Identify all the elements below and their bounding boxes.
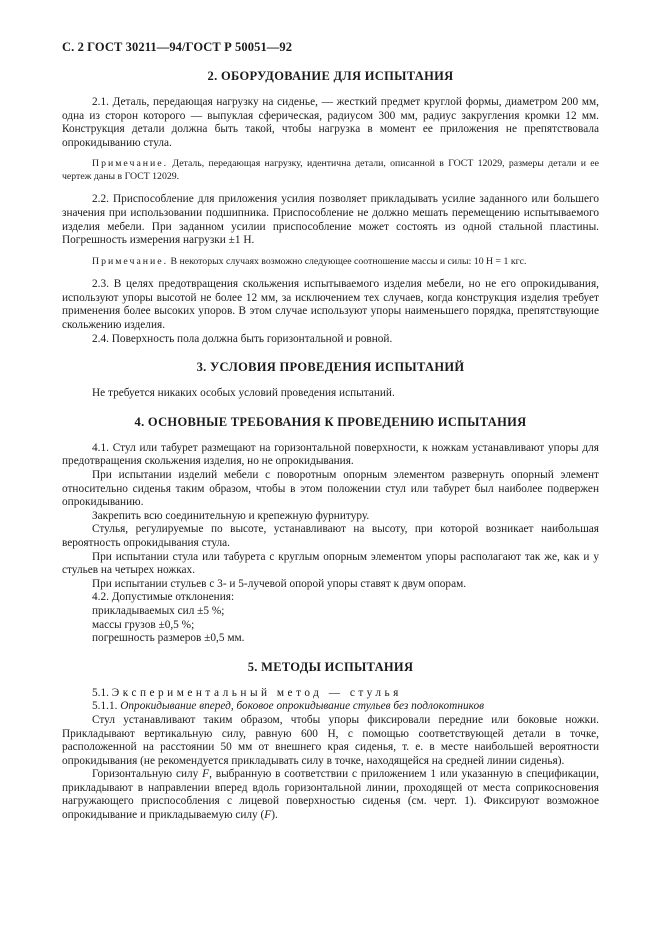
note-2-text: В некоторых случаях возможно следующее соотношение массы и силы: 10 Н = 1 кгс. [168, 255, 527, 267]
section-2 [62, 69, 599, 346]
paragraph-4-1: 4.1. Стул или табурет размещают на горизонтальной поверхности, к ножкам устанавливают упоры для предотвращения скольжения изделия, но не опрокидывания. [62, 441, 599, 468]
paragraph-5-1-1-heading: Опрокидывание вперед, боковое опрокидывание стульев без подлокотников [120, 700, 484, 713]
note-1-label: Примечание. [92, 158, 169, 170]
paragraph-5-1-1-b [62, 768, 599, 822]
force-symbol-1: F [202, 768, 210, 781]
note-1-text: Деталь, передающая нагрузку, идентична детали, описанной в ГОСТ 12029, размеры детали и ее чертеж даны в ГОСТ 12029. [62, 158, 599, 182]
paragraph-4-1-b: При испытании изделий мебели с поворотным опорным элементом развернуть опорный элемент относительно сиденья таким образом, чтобы в этом положении стул или табурет был наиболее подвержен опрокидыванию. [62, 469, 599, 509]
paragraph-5-1-heading: Экспериментальный метод — стулья [111, 686, 402, 699]
paragraph-4-1-d: Стулья, регулируемые по высоте, устанавливают на высоту, при которой возникает наибольшая вероятность опрокидывания стула. [62, 523, 599, 549]
section-4 [62, 415, 599, 646]
document-page [62, 40, 599, 837]
section-5 [62, 660, 599, 823]
p4-part-b: , выбранную в соответствии с приложением 1 или указанную в спецификации, прикладывают в направлении вперед вдоль горизонтальной линии, проходящей от места соприкосновения нагружающего приспособления с лицевой поверхностью сиденья (см. черт. 1). Фиксируют возможное опрокидывание и прикладываемую силу ( [62, 768, 599, 822]
paragraph-5-1 [62, 687, 599, 701]
section-2-title: 2. ОБОРУДОВАНИЕ ДЛЯ ИСПЫТАНИЯ [207, 69, 454, 83]
p4-part-c: ). [271, 809, 278, 822]
force-symbol-2: F [264, 809, 272, 822]
section-3 [62, 360, 599, 401]
tolerance-force: прикладываемых сил ±5 %; [92, 604, 225, 617]
paragraph-2-4: 2.4. Поверхность пола должна быть горизонтальной и ровной. [92, 332, 393, 345]
note-2-label: Примечание. [92, 255, 169, 267]
paragraph-5-1-1 [62, 700, 599, 714]
note-1 [62, 158, 599, 183]
paragraph-2-3: 2.3. В целях предотвращения скольжения испытываемого изделия мебели, но не его опрокидывания, используют упоры высотой не более 12 мм, за исключением тех случаев, когда конструкция изделия требует применения более высоких упоров. В этом случае используют упоры наименьшего порядка, препятствующие скольжению изделия. [62, 278, 599, 332]
p4-part-a: Горизонтальную силу [92, 768, 203, 781]
paragraph-3-1: Не требуется никаких особых условий проведения испытаний. [92, 387, 395, 400]
tolerance-size: погрешность размеров ±0,5 мм. [92, 632, 245, 645]
paragraph-5-1-number: 5.1. [92, 686, 112, 699]
paragraph-5-1-1-number: 5.1.1. [92, 700, 121, 713]
paragraph-4-2: 4.2. Допустимые отклонения: [92, 591, 235, 604]
paragraph-4-1-e: При испытании стула или табурета с круглым опорным элементом упоры располагают так же, как и у стульев на четырех ножках. [62, 550, 599, 577]
section-4-title: 4. ОСНОВНЫЕ ТРЕБОВАНИЯ К ПРОВЕДЕНИЮ ИСПЫТАНИЯ [134, 414, 527, 429]
paragraph-4-1-f: При испытании стульев с 3- и 5-лучевой опорой упоры ставят к двум опорам. [92, 577, 467, 590]
page-header: С. 2 ГОСТ 30211—94/ГОСТ Р 50051—92 [62, 40, 293, 54]
section-5-title: 5. МЕТОДЫ ИСПЫТАНИЯ [247, 659, 414, 674]
paragraph-2-2: 2.2. Приспособление для приложения усилия позволяет прикладывать усилие заданного или большего значения при использовании подшипника. Приспособление не должно мешать перемещению испытываемого изделия мебели. При заданном усилии приспособление может состоять из одной стальной пластины. Погрешность измерения нагрузки ±1 Н. [62, 193, 599, 247]
section-3-title: 3. УСЛОВИЯ ПРОВЕДЕНИЯ ИСПЫТАНИЙ [196, 360, 465, 375]
paragraph-2-1: 2.1. Деталь, передающая нагрузку на сиденье, — жесткий предмет круглой формы, диаметром 200 мм, одна из сторон которого — выпуклая сферическая, радиусом 300 мм, радиус закругления кромки 12 мм. Конструкция детали должна быть такой, чтобы нагрузка в момент ее приложения не препятствовала опрокидыванию стула. [62, 96, 599, 149]
note-2 [62, 256, 599, 269]
paragraph-5-1-1-a: Стул устанавливают таким образом, чтобы упоры фиксировали передние или боковые ножки. Прикладывают вертикальную силу, равную 600 Н, с помощью соответствующей детали в точке, расположенной на расстоянии 50 мм от внешнего края сиденья, т. е. в месте наибольшей вероятности опрокидывания (не рекомендуется прикладывать силу в точке, находящейся на средней линии сиденья). [62, 713, 599, 767]
paragraph-4-1-c: Закрепить всю соединительную и крепежную фурнитуру. [92, 509, 370, 522]
tolerance-mass: массы грузов ±0,5 %; [92, 618, 195, 631]
